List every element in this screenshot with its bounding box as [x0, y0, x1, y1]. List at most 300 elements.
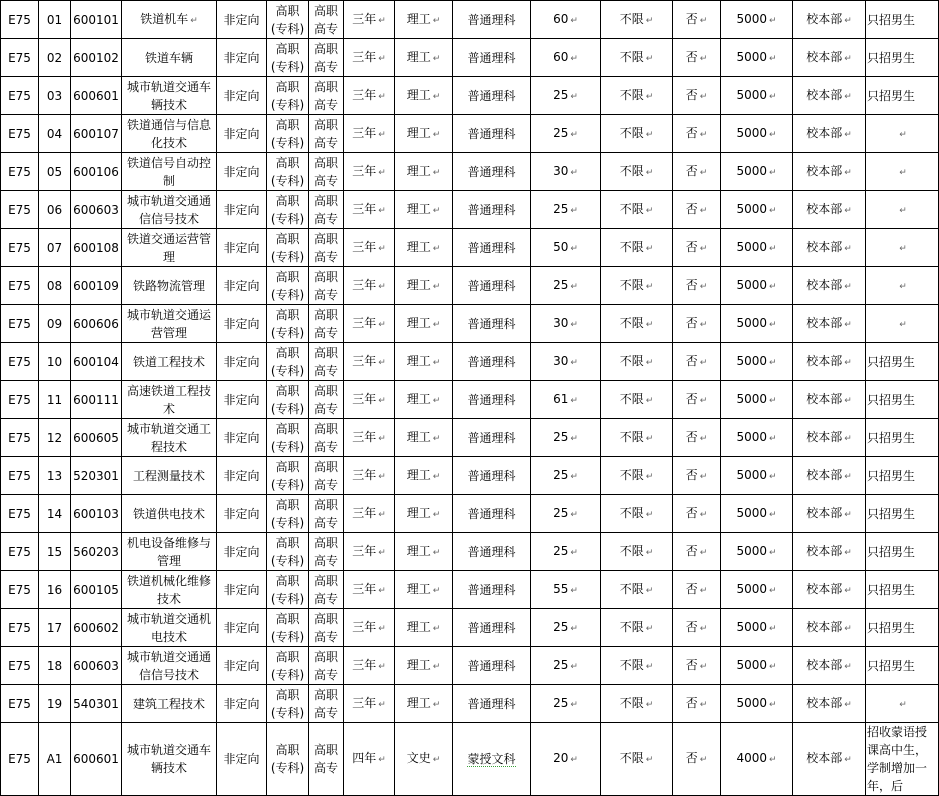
duration-text: 三年	[352, 87, 377, 102]
major-name-cell	[122, 267, 217, 305]
paragraph-mark-icon: ↵	[699, 53, 708, 64]
category-text: 普通理科	[467, 278, 516, 293]
campus-text: 校本部	[806, 429, 843, 444]
plan-type-cell	[217, 571, 267, 609]
category-text: 普通理科	[467, 430, 516, 445]
category-cell	[453, 495, 531, 533]
education-level-line-2: (专科)	[270, 477, 305, 492]
paragraph-mark-icon: ↵	[699, 243, 708, 254]
tuition-cell	[721, 305, 793, 343]
batch-line-2: 高专	[313, 363, 338, 378]
note-cell	[866, 571, 939, 609]
major-code-text: 600603	[73, 658, 119, 673]
batch-line-1: 高职	[313, 497, 338, 512]
paragraph-mark-icon: ↵	[432, 509, 441, 520]
paragraph-mark-icon: ↵	[769, 471, 777, 482]
table-row	[1, 77, 939, 115]
paragraph-mark-icon: ↵	[378, 53, 386, 64]
education-level-line-2: (专科)	[270, 287, 305, 302]
subject-cell	[395, 495, 453, 533]
paragraph-mark-icon: ↵	[570, 623, 578, 634]
requirement-cell	[601, 381, 673, 419]
education-level-cell	[267, 39, 309, 77]
education-level-line-2: (专科)	[270, 553, 305, 568]
note-cell	[866, 305, 939, 343]
flag-cell	[673, 191, 721, 229]
campus-cell	[793, 343, 866, 381]
plan-type-cell	[217, 39, 267, 77]
paragraph-mark-icon: ↵	[844, 755, 852, 765]
duration-text: 三年	[352, 201, 377, 216]
campus-text: 校本部	[806, 581, 843, 596]
note-text: 只招男生	[867, 620, 916, 635]
paragraph-mark-icon: ↵	[769, 509, 777, 520]
sequence-text: 15	[46, 544, 63, 559]
requirement-text: 不限	[619, 239, 644, 254]
requirement-text: 不限	[619, 163, 644, 178]
major-code-cell	[71, 115, 122, 153]
paragraph-mark-icon: ↵	[378, 91, 386, 102]
education-level-line-1: 高职	[275, 497, 300, 512]
requirement-text: 不限	[619, 11, 644, 26]
category-cell	[453, 115, 531, 153]
school-code-cell	[1, 647, 39, 685]
paragraph-mark-icon: ↵	[432, 623, 441, 634]
subject-text: 理工	[406, 163, 431, 178]
education-level-line-1: 高职	[275, 383, 300, 398]
table-row	[1, 571, 939, 609]
plan-type-text: 非定向	[223, 50, 260, 65]
subject-cell	[395, 305, 453, 343]
paragraph-mark-icon: ↵	[769, 205, 777, 216]
campus-cell	[793, 723, 866, 796]
paragraph-mark-icon: ↵	[378, 699, 386, 710]
paragraph-mark-icon: ↵	[769, 53, 777, 64]
category-cell	[453, 419, 531, 457]
school-code-text: E75	[8, 752, 31, 766]
paragraph-mark-icon: ↵	[432, 319, 441, 330]
tuition-cell	[721, 191, 793, 229]
category-cell	[453, 77, 531, 115]
plan-count-cell	[531, 191, 601, 229]
duration-text: 三年	[352, 619, 377, 634]
paragraph-mark-icon: ↵	[699, 509, 708, 520]
subject-cell	[395, 153, 453, 191]
tuition-cell	[721, 153, 793, 191]
category-cell	[453, 1, 531, 39]
plan-count-cell	[531, 495, 601, 533]
education-level-cell	[267, 229, 309, 267]
requirement-text: 不限	[619, 277, 644, 292]
sequence-text: 12	[46, 430, 63, 445]
requirement-cell	[601, 267, 673, 305]
school-code-cell	[1, 39, 39, 77]
duration-text: 三年	[352, 49, 377, 64]
school-code-text: E75	[8, 582, 31, 597]
subject-cell	[395, 1, 453, 39]
major-name-cell	[122, 381, 217, 419]
paragraph-mark-icon: ↵	[570, 585, 578, 596]
batch-cell	[309, 191, 344, 229]
batch-line-2: 高专	[313, 761, 338, 775]
tuition-text: 5000	[736, 543, 767, 558]
education-level-line-2: (专科)	[270, 173, 305, 188]
tuition-text: 5000	[736, 467, 767, 482]
campus-cell	[793, 495, 866, 533]
flag-text: 否	[685, 277, 698, 292]
batch-line-2: 高专	[313, 325, 338, 340]
major-name-cell	[122, 457, 217, 495]
paragraph-mark-icon: ↵	[645, 395, 654, 406]
plan-count-text: 25	[553, 695, 569, 710]
campus-cell	[793, 77, 866, 115]
duration-text: 三年	[352, 467, 377, 482]
plan-type-cell	[217, 647, 267, 685]
paragraph-mark-icon: ↵	[645, 53, 654, 64]
sequence-cell	[39, 343, 71, 381]
batch-line-1: 高职	[313, 649, 338, 664]
education-level-line-2: (专科)	[270, 401, 305, 416]
category-cell	[453, 381, 531, 419]
major-name-text: 工程测量技术	[132, 468, 205, 483]
major-code-cell	[71, 229, 122, 267]
duration-cell	[344, 153, 395, 191]
major-code-cell	[71, 495, 122, 533]
batch-line-1: 高职	[313, 421, 338, 436]
duration-cell	[344, 647, 395, 685]
plan-type-text: 非定向	[223, 430, 260, 445]
batch-cell	[309, 229, 344, 267]
plan-count-cell	[531, 305, 601, 343]
major-code-text: 600106	[73, 164, 119, 179]
plan-count-text: 25	[553, 467, 569, 482]
flag-cell	[673, 457, 721, 495]
duration-cell	[344, 571, 395, 609]
plan-type-cell	[217, 723, 267, 796]
subject-text: 理工	[406, 695, 431, 710]
major-code-cell	[71, 419, 122, 457]
requirement-text: 不限	[619, 581, 644, 596]
paragraph-mark-icon: ↵	[769, 547, 777, 558]
subject-cell	[395, 609, 453, 647]
major-name-text: 铁道交通运营管理	[126, 231, 211, 264]
paragraph-mark-icon: ↵	[570, 547, 578, 558]
education-level-line-2: (专科)	[270, 591, 305, 606]
duration-cell	[344, 723, 395, 796]
paragraph-mark-icon: ↵	[378, 205, 386, 216]
major-code-text: 600104	[73, 354, 119, 369]
sequence-text: 01	[46, 12, 63, 27]
school-code-cell	[1, 495, 39, 533]
tuition-cell	[721, 533, 793, 571]
paragraph-mark-icon: ↵	[844, 91, 852, 102]
campus-text: 校本部	[806, 619, 843, 634]
flag-cell	[673, 685, 721, 723]
note-text: 招收蒙语授课高中生，学制增加一年，后	[867, 725, 928, 793]
sequence-cell	[39, 457, 71, 495]
paragraph-mark-icon: ↵	[570, 129, 578, 140]
duration-cell	[344, 419, 395, 457]
campus-cell	[793, 533, 866, 571]
paragraph-mark-icon: ↵	[769, 91, 777, 102]
note-cell	[866, 533, 939, 571]
education-level-line-1: 高职	[275, 421, 300, 436]
major-code-cell	[71, 39, 122, 77]
batch-line-1: 高职	[313, 535, 338, 550]
subject-text: 理工	[406, 11, 431, 26]
sequence-text: 14	[46, 506, 63, 521]
plan-type-cell	[217, 533, 267, 571]
requirement-cell	[601, 115, 673, 153]
major-code-text: 600602	[73, 620, 119, 635]
plan-count-text: 25	[553, 543, 569, 558]
flag-cell	[673, 229, 721, 267]
tuition-text: 5000	[736, 391, 767, 406]
batch-line-2: 高专	[313, 59, 338, 74]
plan-count-text: 25	[553, 277, 569, 292]
campus-text: 校本部	[806, 49, 843, 64]
paragraph-mark-icon: ↵	[378, 395, 386, 406]
paragraph-mark-icon: ↵	[645, 205, 654, 216]
major-name-cell	[122, 571, 217, 609]
batch-line-1: 高职	[313, 307, 338, 322]
major-code-cell	[71, 571, 122, 609]
requirement-text: 不限	[619, 543, 644, 558]
batch-cell	[309, 457, 344, 495]
sequence-cell	[39, 609, 71, 647]
education-level-cell	[267, 343, 309, 381]
batch-line-2: 高专	[313, 667, 338, 682]
subject-text: 理工	[406, 239, 431, 254]
batch-line-2: 高专	[313, 249, 338, 264]
paragraph-mark-icon: ↵	[699, 205, 708, 216]
plan-count-cell	[531, 115, 601, 153]
plan-type-cell	[217, 419, 267, 457]
requirement-text: 不限	[619, 87, 644, 102]
flag-text: 否	[685, 125, 698, 140]
category-cell	[453, 267, 531, 305]
major-code-text: 600603	[73, 202, 119, 217]
plan-type-text: 非定向	[223, 202, 260, 217]
subject-text: 理工	[406, 505, 431, 520]
plan-type-text: 非定向	[223, 658, 260, 673]
paragraph-mark-icon: ↵	[570, 205, 578, 216]
batch-cell	[309, 77, 344, 115]
requirement-cell	[601, 343, 673, 381]
plan-count-text: 60	[553, 49, 569, 64]
campus-text: 校本部	[806, 201, 843, 216]
education-level-cell	[267, 191, 309, 229]
sequence-cell	[39, 723, 71, 796]
sequence-text: 16	[46, 582, 63, 597]
school-code-cell	[1, 267, 39, 305]
flag-text: 否	[685, 239, 698, 254]
school-code-text: E75	[8, 278, 31, 293]
sequence-cell	[39, 191, 71, 229]
paragraph-mark-icon: ↵	[432, 15, 441, 26]
paragraph-mark-icon: ↵	[645, 129, 654, 140]
sequence-cell	[39, 647, 71, 685]
paragraph-mark-icon: ↵	[570, 281, 578, 292]
paragraph-mark-icon: ↵	[699, 129, 708, 140]
paragraph-mark-icon: ↵	[844, 433, 852, 444]
paragraph-mark-icon: ↵	[844, 205, 852, 216]
plan-type-text: 非定向	[223, 752, 260, 766]
paragraph-mark-icon: ↵	[645, 547, 654, 558]
education-level-line-2: (专科)	[270, 667, 305, 682]
education-level-cell	[267, 381, 309, 419]
paragraph-mark-icon: ↵	[769, 755, 777, 765]
sequence-text: A1	[46, 752, 63, 766]
paragraph-mark-icon: ↵	[645, 755, 654, 765]
major-name-cell	[122, 191, 217, 229]
major-code-cell	[71, 457, 122, 495]
paragraph-mark-icon: ↵	[699, 15, 708, 26]
flag-cell	[673, 343, 721, 381]
plan-count-cell	[531, 609, 601, 647]
paragraph-mark-icon: ↵	[699, 167, 708, 178]
campus-cell	[793, 571, 866, 609]
campus-cell	[793, 153, 866, 191]
paragraph-mark-icon: ↵	[378, 319, 386, 330]
batch-cell	[309, 419, 344, 457]
tuition-cell	[721, 77, 793, 115]
major-name-text: 城市轨道交通车辆技术	[126, 79, 211, 112]
category-text: 普通理科	[467, 316, 516, 331]
paragraph-mark-icon: ↵	[570, 395, 578, 406]
subject-cell	[395, 685, 453, 723]
flag-cell	[673, 267, 721, 305]
requirement-text: 不限	[619, 429, 644, 444]
subject-text: 理工	[406, 543, 431, 558]
plan-type-text: 非定向	[223, 240, 260, 255]
school-code-cell	[1, 153, 39, 191]
subject-cell	[395, 533, 453, 571]
plan-type-text: 非定向	[223, 278, 260, 293]
category-text: 普通理科	[467, 354, 516, 369]
paragraph-mark-icon: ↵	[432, 661, 441, 672]
plan-count-cell	[531, 457, 601, 495]
flag-cell	[673, 495, 721, 533]
flag-text: 否	[685, 657, 698, 672]
campus-text: 校本部	[806, 391, 843, 406]
campus-text: 校本部	[806, 467, 843, 482]
plan-type-cell	[217, 229, 267, 267]
paragraph-mark-icon: ↵	[899, 319, 907, 330]
flag-text: 否	[685, 87, 698, 102]
subject-cell	[395, 457, 453, 495]
sequence-text: 10	[46, 354, 63, 369]
table-row	[1, 153, 939, 191]
tuition-cell	[721, 723, 793, 796]
sequence-text: 08	[46, 278, 63, 293]
plan-type-cell	[217, 115, 267, 153]
major-code-cell	[71, 267, 122, 305]
subject-text: 理工	[406, 619, 431, 634]
category-text: 普通理科	[467, 12, 516, 27]
requirement-cell	[601, 191, 673, 229]
batch-line-1: 高职	[313, 345, 338, 360]
plan-count-text: 55	[553, 581, 569, 596]
campus-text: 校本部	[806, 315, 843, 330]
plan-count-text: 25	[553, 87, 569, 102]
major-name-text: 铁道机械化维修技术	[126, 573, 211, 606]
table-row	[1, 533, 939, 571]
batch-line-2: 高专	[313, 21, 338, 36]
education-level-line-1: 高职	[275, 459, 300, 474]
subject-text: 理工	[406, 49, 431, 64]
school-code-cell	[1, 685, 39, 723]
batch-cell	[309, 1, 344, 39]
batch-line-1: 高职	[313, 687, 338, 702]
school-code-cell	[1, 457, 39, 495]
paragraph-mark-icon: ↵	[645, 623, 654, 634]
tuition-text: 5000	[736, 239, 767, 254]
paragraph-mark-icon: ↵	[432, 471, 441, 482]
flag-text: 否	[685, 353, 698, 368]
education-level-line-1: 高职	[275, 573, 300, 588]
paragraph-mark-icon: ↵	[769, 167, 777, 178]
plan-count-text: 50	[553, 239, 569, 254]
paragraph-mark-icon: ↵	[432, 433, 441, 444]
major-name-cell	[122, 343, 217, 381]
flag-cell	[673, 723, 721, 796]
category-cell	[453, 153, 531, 191]
tuition-cell	[721, 343, 793, 381]
note-text: 只招男生	[867, 506, 916, 521]
tuition-text: 5000	[736, 695, 767, 710]
campus-cell	[793, 419, 866, 457]
note-text: 只招男生	[867, 392, 916, 407]
note-cell	[866, 685, 939, 723]
education-level-line-1: 高职	[275, 345, 300, 360]
plan-count-text: 30	[553, 315, 569, 330]
major-name-text: 建筑工程技术	[132, 696, 205, 711]
education-level-line-1: 高职	[275, 535, 300, 550]
paragraph-mark-icon: ↵	[844, 167, 852, 178]
paragraph-mark-icon: ↵	[699, 433, 708, 444]
subject-text: 理工	[406, 353, 431, 368]
plan-type-cell	[217, 609, 267, 647]
category-text: 普通理科	[467, 658, 516, 673]
plan-type-text: 非定向	[223, 126, 260, 141]
plan-count-cell	[531, 1, 601, 39]
tuition-text: 5000	[736, 11, 767, 26]
paragraph-mark-icon: ↵	[570, 319, 578, 330]
school-code-text: E75	[8, 240, 31, 255]
requirement-cell	[601, 1, 673, 39]
category-cell	[453, 457, 531, 495]
paragraph-mark-icon: ↵	[769, 319, 777, 330]
duration-cell	[344, 343, 395, 381]
plan-type-cell	[217, 495, 267, 533]
category-text: 普通理科	[467, 240, 516, 255]
category-text: 蒙授文科	[467, 752, 516, 766]
flag-cell	[673, 1, 721, 39]
school-code-cell	[1, 609, 39, 647]
tuition-cell	[721, 381, 793, 419]
requirement-text: 不限	[619, 695, 644, 710]
category-text: 普通理科	[467, 696, 516, 711]
batch-line-2: 高专	[313, 591, 338, 606]
major-code-text: 600102	[73, 50, 119, 65]
batch-cell	[309, 647, 344, 685]
school-code-text: E75	[8, 126, 31, 141]
tuition-cell	[721, 115, 793, 153]
campus-text: 校本部	[806, 543, 843, 558]
batch-cell	[309, 571, 344, 609]
campus-cell	[793, 229, 866, 267]
